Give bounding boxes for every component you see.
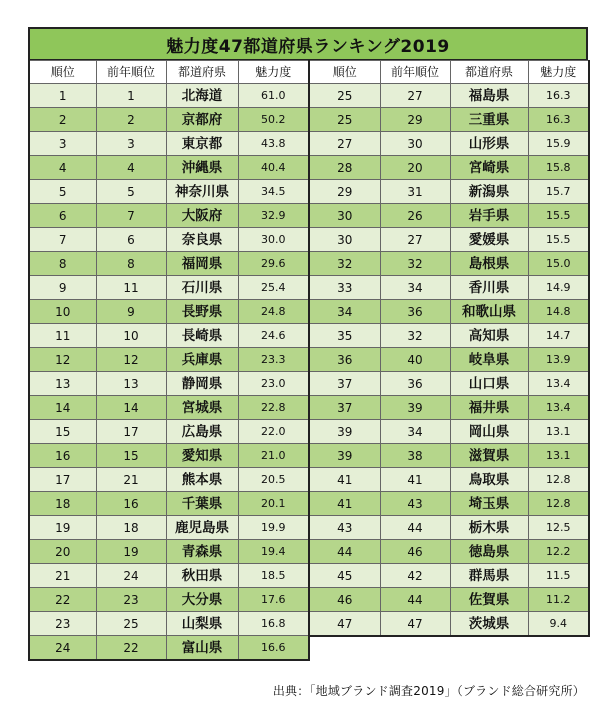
score-cell: 20.5 bbox=[238, 468, 309, 492]
prefecture-cell: 熊本県 bbox=[166, 468, 238, 492]
score-cell: 40.4 bbox=[238, 156, 309, 180]
score-cell: 13.1 bbox=[528, 444, 589, 468]
score-cell: 13.1 bbox=[528, 420, 589, 444]
prev-rank-cell: 11 bbox=[96, 276, 166, 300]
score-cell: 13.4 bbox=[528, 372, 589, 396]
prev-rank-cell: 27 bbox=[380, 228, 450, 252]
prefecture-cell: 東京都 bbox=[166, 132, 238, 156]
table-row bbox=[29, 132, 309, 156]
prefecture-cell: 長崎県 bbox=[166, 324, 238, 348]
rank-cell: 12 bbox=[29, 348, 96, 372]
score-cell: 24.8 bbox=[238, 300, 309, 324]
table-row bbox=[29, 204, 309, 228]
prev-rank-cell: 13 bbox=[96, 372, 166, 396]
score-cell: 15.9 bbox=[528, 132, 589, 156]
ranking-table-right bbox=[308, 60, 590, 637]
score-cell: 14.7 bbox=[528, 324, 589, 348]
prev-rank-cell: 7 bbox=[96, 204, 166, 228]
prefecture-cell: 山形県 bbox=[450, 132, 528, 156]
prefecture-cell: 長野県 bbox=[166, 300, 238, 324]
prev-rank-cell: 25 bbox=[96, 612, 166, 636]
rank-cell: 15 bbox=[29, 420, 96, 444]
table-row bbox=[309, 276, 589, 300]
prev-rank-cell: 20 bbox=[380, 156, 450, 180]
score-cell: 32.9 bbox=[238, 204, 309, 228]
table-row bbox=[29, 300, 309, 324]
prev-rank-cell: 3 bbox=[96, 132, 166, 156]
table-header-row bbox=[29, 61, 309, 84]
prev-rank-cell: 14 bbox=[96, 396, 166, 420]
prev-rank-cell: 46 bbox=[380, 540, 450, 564]
rank-cell: 8 bbox=[29, 252, 96, 276]
header-prefecture: 都道府県 bbox=[450, 61, 528, 84]
prefecture-cell: 神奈川県 bbox=[166, 180, 238, 204]
prev-rank-cell: 40 bbox=[380, 348, 450, 372]
table-row bbox=[29, 180, 309, 204]
score-cell: 16.3 bbox=[528, 84, 589, 108]
prev-rank-cell: 47 bbox=[380, 612, 450, 637]
prefecture-cell: 宮崎県 bbox=[450, 156, 528, 180]
rank-cell: 18 bbox=[29, 492, 96, 516]
score-cell: 20.1 bbox=[238, 492, 309, 516]
rank-cell: 23 bbox=[29, 612, 96, 636]
rank-cell: 39 bbox=[309, 420, 380, 444]
score-cell: 34.5 bbox=[238, 180, 309, 204]
prev-rank-cell: 10 bbox=[96, 324, 166, 348]
ranking-table-left bbox=[28, 60, 310, 661]
prev-rank-cell: 44 bbox=[380, 516, 450, 540]
prefecture-cell: 兵庫県 bbox=[166, 348, 238, 372]
table-row bbox=[309, 444, 589, 468]
table-row bbox=[29, 84, 309, 108]
rank-cell: 29 bbox=[309, 180, 380, 204]
prev-rank-cell: 36 bbox=[380, 372, 450, 396]
prev-rank-cell: 42 bbox=[380, 564, 450, 588]
score-cell: 22.8 bbox=[238, 396, 309, 420]
rank-cell: 10 bbox=[29, 300, 96, 324]
prev-rank-cell: 31 bbox=[380, 180, 450, 204]
rank-cell: 44 bbox=[309, 540, 380, 564]
prefecture-cell: 山梨県 bbox=[166, 612, 238, 636]
prefecture-cell: 京都府 bbox=[166, 108, 238, 132]
score-cell: 18.5 bbox=[238, 564, 309, 588]
rank-cell: 47 bbox=[309, 612, 380, 637]
prev-rank-cell: 36 bbox=[380, 300, 450, 324]
prev-rank-cell: 34 bbox=[380, 420, 450, 444]
score-cell: 14.8 bbox=[528, 300, 589, 324]
table-row bbox=[309, 132, 589, 156]
prev-rank-cell: 44 bbox=[380, 588, 450, 612]
table-row bbox=[29, 540, 309, 564]
score-cell: 16.3 bbox=[528, 108, 589, 132]
source-note: 出典：「地域ブランド調査2019」（ブランド総合研究所） bbox=[272, 684, 585, 698]
prev-rank-cell: 29 bbox=[380, 108, 450, 132]
prev-rank-cell: 2 bbox=[96, 108, 166, 132]
rank-cell: 25 bbox=[309, 84, 380, 108]
score-cell: 23.3 bbox=[238, 348, 309, 372]
table-row bbox=[29, 492, 309, 516]
rank-cell: 14 bbox=[29, 396, 96, 420]
table-row bbox=[309, 468, 589, 492]
prev-rank-cell: 41 bbox=[380, 468, 450, 492]
prev-rank-cell: 30 bbox=[380, 132, 450, 156]
prev-rank-cell: 43 bbox=[380, 492, 450, 516]
score-cell: 24.6 bbox=[238, 324, 309, 348]
rank-cell: 4 bbox=[29, 156, 96, 180]
table-row bbox=[309, 396, 589, 420]
prefecture-cell: 滋賀県 bbox=[450, 444, 528, 468]
rank-cell: 35 bbox=[309, 324, 380, 348]
score-cell: 12.2 bbox=[528, 540, 589, 564]
prefecture-cell: 愛知県 bbox=[166, 444, 238, 468]
prefecture-cell: 岐阜県 bbox=[450, 348, 528, 372]
rank-cell: 34 bbox=[309, 300, 380, 324]
table-row bbox=[29, 636, 309, 661]
score-cell: 11.5 bbox=[528, 564, 589, 588]
table-row bbox=[29, 516, 309, 540]
header-score: 魅力度 bbox=[528, 61, 589, 84]
prefecture-cell: 奈良県 bbox=[166, 228, 238, 252]
table-row bbox=[309, 516, 589, 540]
prev-rank-cell: 21 bbox=[96, 468, 166, 492]
prefecture-cell: 高知県 bbox=[450, 324, 528, 348]
table-row bbox=[309, 324, 589, 348]
rank-cell: 37 bbox=[309, 372, 380, 396]
rank-cell: 41 bbox=[309, 492, 380, 516]
rank-cell: 3 bbox=[29, 132, 96, 156]
prev-rank-cell: 17 bbox=[96, 420, 166, 444]
page-title: 魅力度47都道府県ランキング2019 bbox=[28, 27, 588, 61]
score-cell: 29.6 bbox=[238, 252, 309, 276]
rank-cell: 46 bbox=[309, 588, 380, 612]
rank-cell: 24 bbox=[29, 636, 96, 661]
prefecture-cell: 静岡県 bbox=[166, 372, 238, 396]
table-row bbox=[29, 420, 309, 444]
header-prefecture: 都道府県 bbox=[166, 61, 238, 84]
rank-cell: 45 bbox=[309, 564, 380, 588]
rank-cell: 22 bbox=[29, 588, 96, 612]
rank-cell: 1 bbox=[29, 84, 96, 108]
prev-rank-cell: 24 bbox=[96, 564, 166, 588]
prefecture-cell: 鳥取県 bbox=[450, 468, 528, 492]
prefecture-cell: 埼玉県 bbox=[450, 492, 528, 516]
prefecture-cell: 和歌山県 bbox=[450, 300, 528, 324]
score-cell: 21.0 bbox=[238, 444, 309, 468]
table-row bbox=[29, 468, 309, 492]
rank-cell: 20 bbox=[29, 540, 96, 564]
prev-rank-cell: 23 bbox=[96, 588, 166, 612]
rank-cell: 43 bbox=[309, 516, 380, 540]
prefecture-cell: 群馬県 bbox=[450, 564, 528, 588]
prefecture-cell: 広島県 bbox=[166, 420, 238, 444]
score-cell: 43.8 bbox=[238, 132, 309, 156]
score-cell: 15.7 bbox=[528, 180, 589, 204]
prefecture-cell: 大阪府 bbox=[166, 204, 238, 228]
table-row bbox=[29, 444, 309, 468]
prefecture-cell: 愛媛県 bbox=[450, 228, 528, 252]
prefecture-cell: 福岡県 bbox=[166, 252, 238, 276]
prev-rank-cell: 15 bbox=[96, 444, 166, 468]
prefecture-cell: 栃木県 bbox=[450, 516, 528, 540]
prev-rank-cell: 6 bbox=[96, 228, 166, 252]
score-cell: 13.9 bbox=[528, 348, 589, 372]
score-cell: 12.8 bbox=[528, 492, 589, 516]
score-cell: 13.4 bbox=[528, 396, 589, 420]
score-cell: 61.0 bbox=[238, 84, 309, 108]
rank-cell: 13 bbox=[29, 372, 96, 396]
score-cell: 22.0 bbox=[238, 420, 309, 444]
table-row bbox=[309, 372, 589, 396]
rank-cell: 6 bbox=[29, 204, 96, 228]
score-cell: 19.4 bbox=[238, 540, 309, 564]
rank-cell: 30 bbox=[309, 204, 380, 228]
rank-cell: 32 bbox=[309, 252, 380, 276]
prefecture-cell: 茨城県 bbox=[450, 612, 528, 637]
prev-rank-cell: 1 bbox=[96, 84, 166, 108]
prefecture-cell: 徳島県 bbox=[450, 540, 528, 564]
table-row bbox=[29, 612, 309, 636]
table-row bbox=[29, 564, 309, 588]
prefecture-cell: 秋田県 bbox=[166, 564, 238, 588]
prefecture-cell: 山口県 bbox=[450, 372, 528, 396]
prefecture-cell: 新潟県 bbox=[450, 180, 528, 204]
table-row bbox=[309, 300, 589, 324]
header-score: 魅力度 bbox=[238, 61, 309, 84]
table-row bbox=[309, 180, 589, 204]
score-cell: 17.6 bbox=[238, 588, 309, 612]
table-row bbox=[309, 540, 589, 564]
prefecture-cell: 沖縄県 bbox=[166, 156, 238, 180]
header-rank: 順位 bbox=[309, 61, 380, 84]
score-cell: 12.8 bbox=[528, 468, 589, 492]
prefecture-cell: 宮城県 bbox=[166, 396, 238, 420]
prefecture-cell: 岡山県 bbox=[450, 420, 528, 444]
rank-cell: 21 bbox=[29, 564, 96, 588]
prev-rank-cell: 12 bbox=[96, 348, 166, 372]
rank-cell: 2 bbox=[29, 108, 96, 132]
table-row bbox=[29, 372, 309, 396]
prefecture-cell: 岩手県 bbox=[450, 204, 528, 228]
prev-rank-cell: 27 bbox=[380, 84, 450, 108]
table-row bbox=[309, 348, 589, 372]
prefecture-cell: 島根県 bbox=[450, 252, 528, 276]
prefecture-cell: 大分県 bbox=[166, 588, 238, 612]
table-header-row bbox=[309, 61, 589, 84]
prev-rank-cell: 4 bbox=[96, 156, 166, 180]
prev-rank-cell: 9 bbox=[96, 300, 166, 324]
table-row bbox=[29, 276, 309, 300]
rank-cell: 30 bbox=[309, 228, 380, 252]
prev-rank-cell: 18 bbox=[96, 516, 166, 540]
rank-cell: 25 bbox=[309, 108, 380, 132]
score-cell: 15.8 bbox=[528, 156, 589, 180]
prev-rank-cell: 32 bbox=[380, 324, 450, 348]
table-row bbox=[29, 324, 309, 348]
prefecture-cell: 佐賀県 bbox=[450, 588, 528, 612]
prev-rank-cell: 8 bbox=[96, 252, 166, 276]
header-rank: 順位 bbox=[29, 61, 96, 84]
prev-rank-cell: 32 bbox=[380, 252, 450, 276]
table-row bbox=[309, 420, 589, 444]
rank-cell: 9 bbox=[29, 276, 96, 300]
table-row bbox=[309, 228, 589, 252]
score-cell: 16.6 bbox=[238, 636, 309, 661]
table-row bbox=[309, 252, 589, 276]
table-row bbox=[29, 228, 309, 252]
table-row bbox=[29, 348, 309, 372]
prefecture-cell: 福島県 bbox=[450, 84, 528, 108]
prefecture-cell: 青森県 bbox=[166, 540, 238, 564]
table-row bbox=[29, 108, 309, 132]
table-row bbox=[309, 108, 589, 132]
rank-cell: 19 bbox=[29, 516, 96, 540]
rank-cell: 37 bbox=[309, 396, 380, 420]
prefecture-cell: 鹿児島県 bbox=[166, 516, 238, 540]
rank-cell: 17 bbox=[29, 468, 96, 492]
table-row bbox=[309, 204, 589, 228]
rank-cell: 41 bbox=[309, 468, 380, 492]
prefecture-cell: 福井県 bbox=[450, 396, 528, 420]
table-row bbox=[309, 84, 589, 108]
score-cell: 30.0 bbox=[238, 228, 309, 252]
prefecture-cell: 富山県 bbox=[166, 636, 238, 661]
prefecture-cell: 千葉県 bbox=[166, 492, 238, 516]
table-row bbox=[309, 588, 589, 612]
prev-rank-cell: 19 bbox=[96, 540, 166, 564]
prefecture-cell: 三重県 bbox=[450, 108, 528, 132]
header-prev-rank: 前年順位 bbox=[380, 61, 450, 84]
score-cell: 50.2 bbox=[238, 108, 309, 132]
score-cell: 14.9 bbox=[528, 276, 589, 300]
prefecture-cell: 香川県 bbox=[450, 276, 528, 300]
table-row bbox=[309, 156, 589, 180]
rank-cell: 27 bbox=[309, 132, 380, 156]
table-row bbox=[309, 612, 589, 637]
rank-cell: 39 bbox=[309, 444, 380, 468]
score-cell: 16.8 bbox=[238, 612, 309, 636]
prev-rank-cell: 22 bbox=[96, 636, 166, 661]
prev-rank-cell: 16 bbox=[96, 492, 166, 516]
prev-rank-cell: 39 bbox=[380, 396, 450, 420]
score-cell: 11.2 bbox=[528, 588, 589, 612]
score-cell: 12.5 bbox=[528, 516, 589, 540]
score-cell: 25.4 bbox=[238, 276, 309, 300]
score-cell: 19.9 bbox=[238, 516, 309, 540]
rank-cell: 11 bbox=[29, 324, 96, 348]
prefecture-cell: 石川県 bbox=[166, 276, 238, 300]
score-cell: 15.0 bbox=[528, 252, 589, 276]
rank-cell: 16 bbox=[29, 444, 96, 468]
prev-rank-cell: 26 bbox=[380, 204, 450, 228]
table-row bbox=[29, 588, 309, 612]
score-cell: 15.5 bbox=[528, 228, 589, 252]
rank-cell: 5 bbox=[29, 180, 96, 204]
rank-cell: 36 bbox=[309, 348, 380, 372]
score-cell: 9.4 bbox=[528, 612, 589, 637]
rank-cell: 33 bbox=[309, 276, 380, 300]
score-cell: 15.5 bbox=[528, 204, 589, 228]
rank-cell: 28 bbox=[309, 156, 380, 180]
table-row bbox=[29, 252, 309, 276]
table-row bbox=[309, 564, 589, 588]
score-cell: 23.0 bbox=[238, 372, 309, 396]
table-row bbox=[309, 492, 589, 516]
prev-rank-cell: 34 bbox=[380, 276, 450, 300]
prefecture-cell: 北海道 bbox=[166, 84, 238, 108]
prev-rank-cell: 38 bbox=[380, 444, 450, 468]
header-prev-rank: 前年順位 bbox=[96, 61, 166, 84]
rank-cell: 7 bbox=[29, 228, 96, 252]
table-row bbox=[29, 156, 309, 180]
prev-rank-cell: 5 bbox=[96, 180, 166, 204]
table-row bbox=[29, 396, 309, 420]
